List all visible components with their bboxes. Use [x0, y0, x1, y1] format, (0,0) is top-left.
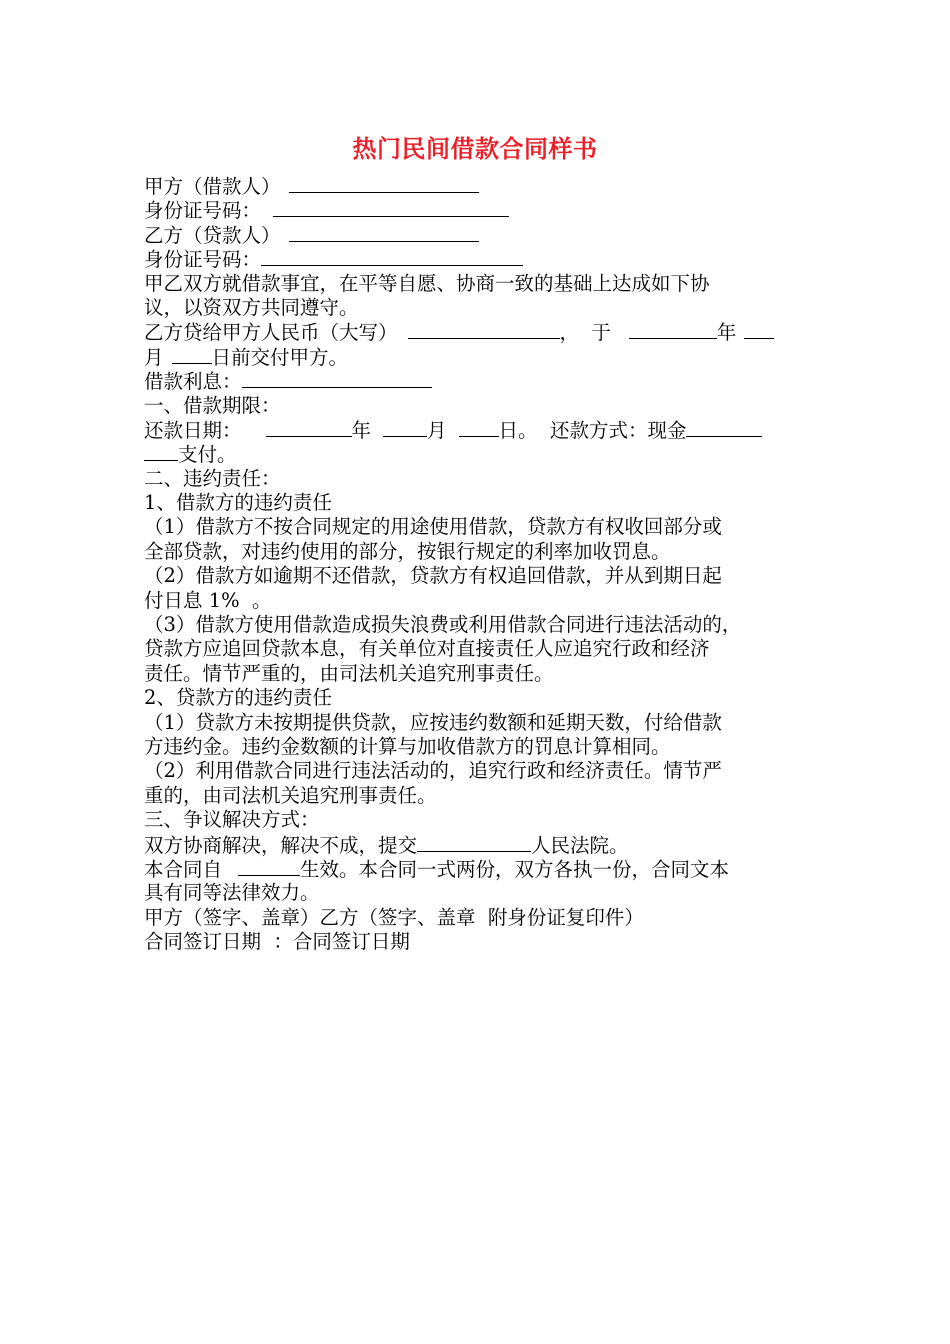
document-body	[144, 174, 809, 955]
blank-field	[629, 320, 717, 339]
blank-field	[144, 442, 178, 461]
text-line: 责任。情节严重的，由司法机关追究刑事责任。	[144, 661, 554, 685]
text-line: （1）借款方不按合同规定的用途使用借款，贷款方有权收回部分或	[144, 515, 722, 539]
text-line: 2、贷款方的违约责任	[144, 686, 332, 710]
blank-field	[686, 418, 762, 437]
line-amount: 乙方贷给甲方人民币（大写） ， 于 年	[144, 320, 809, 344]
text-line: 三、争议解决方式：	[144, 808, 320, 832]
document-title: 热门民间借款合同样书	[352, 134, 598, 163]
text-line: 重的，由司法机关追究刑事责任。	[144, 783, 437, 807]
line-court: 双方协商解决，解决不成，提交 人民法院。	[144, 833, 629, 857]
blank-field	[383, 418, 427, 437]
text-line: （2）利用借款合同进行违法活动的，追究行政和经济责任。情节严	[144, 759, 722, 783]
blank-field	[417, 833, 531, 852]
line-interest: 借款利息：	[144, 369, 809, 393]
blank-field	[289, 223, 479, 242]
text-line: 议，以资双方共同遵守。	[144, 295, 359, 319]
line-payment: 支付。	[144, 442, 809, 466]
blank-field	[289, 174, 479, 193]
blank-field	[459, 418, 499, 437]
line-id-a: 身份证号码：	[144, 198, 809, 222]
text-line: 贷款方应追回贷款本息，有关单位对直接责任人应追究行政和经济	[144, 637, 710, 661]
text-line: 付日息 1% 。	[144, 588, 272, 612]
blank-field	[408, 320, 560, 339]
line-effective: 本合同自 生效。本合同一式两份，双方各执一份，合同文本	[144, 857, 730, 881]
text-line: 一、借款期限：	[144, 393, 281, 417]
blank-field	[172, 345, 212, 364]
blank-field	[261, 247, 523, 266]
text-line: （2）借款方如逾期不还借款，贷款方有权追回借款，并从到期日起	[144, 564, 722, 588]
text-line: （1）贷款方未按期提供贷款，应按违约数额和延期天数，付给借款	[144, 710, 722, 734]
line-signatures: 甲方（签字、盖章）乙方（签字、盖章 附身份证复印件）	[144, 905, 644, 929]
line-id-b: 身份证号码：	[144, 247, 809, 271]
text-line: 全部贷款，对违约使用的部分，按银行规定的利率加收罚息。	[144, 539, 671, 563]
line-date: 月 日前交付甲方。	[144, 345, 349, 369]
blank-field	[266, 418, 352, 437]
line-sign-date: 合同签订日期 ：合同签订日期	[144, 930, 410, 954]
blank-field	[238, 857, 300, 876]
text-line: 具有同等法律效力。	[144, 881, 320, 905]
text-line: 甲乙双方就借款事宜，在平等自愿、协商一致的基础上达成如下协	[144, 271, 710, 295]
line-party-a: 甲方（借款人）	[144, 174, 809, 198]
blank-field	[273, 198, 509, 217]
line-party-b: 乙方（贷款人）	[144, 223, 809, 247]
blank-field	[242, 369, 432, 388]
text-line: 方违约金。违约金数额的计算与加收借款方的罚息计算相同。	[144, 734, 671, 758]
text-line: 1、借款方的违约责任	[144, 491, 332, 515]
blank-field	[744, 320, 774, 339]
text-line: （3）借款方使用借款造成损失浪费或利用借款合同进行违法活动的，	[144, 613, 742, 637]
line-repayment: 还款日期： 年 月 日。 还款方式：现金	[144, 418, 809, 442]
text-line: 二、违约责任：	[144, 466, 281, 490]
